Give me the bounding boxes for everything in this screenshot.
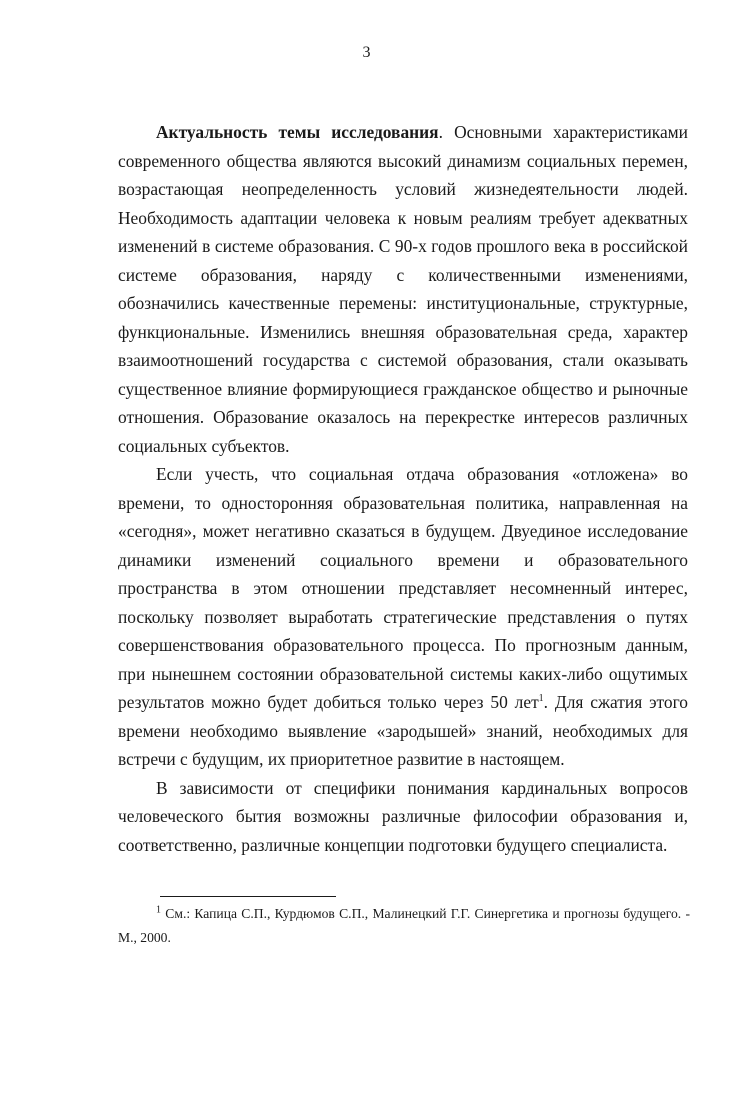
paragraph-2-text-a: Если учесть, что социальная отдача образования «отложена» во времени, то односторонняя образовательная политика, направленная на «сегодня», может негативно сказаться в будущем. Двуединое исследование динамики изменений социального времени и образовательного пространства в этом отношении представляет несомненный интерес, поскольку позволяет выработать стратегические представления о путях совершенствования образовательного процесса. По прогнозным данным, при нынешнем состоянии образовательной системы каких-либо ощутимых результатов можно будет добиться только через 50 лет xyxy=(118,464,688,712)
paragraph-3 xyxy=(118,774,688,860)
paragraph-3-text: В зависимости от специфики понимания кардинальных вопросов человеческого бытия возможны различные философии образования и, соответственно, различные концепции подготовки будущего специалиста. xyxy=(118,777,688,855)
footnote-marker: 1 xyxy=(156,904,161,916)
body-text xyxy=(118,118,688,859)
footnote-text: См.: Капица С.П., Курдюмов С.П., Малинецкий Г.Г. Синергетика и прогнозы будущего. - М., 2000. xyxy=(118,906,690,945)
footnote-reference: 1 xyxy=(538,693,544,705)
paragraph-1 xyxy=(118,118,688,460)
paragraph-2-text-b: . Для сжатия этого времени необходимо выявление «зародышей» знаний, необходимых для встречи с будущим, их приоритетное развитие в настоящем. xyxy=(118,692,688,769)
footnote-divider xyxy=(160,896,336,897)
footnote-paragraph xyxy=(118,902,690,950)
paragraph-2 xyxy=(118,460,688,774)
paragraph-1-text: . Основными характеристиками современного общества являются высокий динамизм социальных перемен, возрастающая неопределенность условий жизнедеятельности людей. Необходимость адаптации человека к новым реалиям требует адекватных изменений в системе образования. С 90-х годов прошлого века в российской системе образования, наряду с количественными изменениями, обозначились качественные перемены: институциональные, структурные, функциональные. Изменились внешняя образовательная среда, характер взаимоотношений государства с системой образования, стали оказывать существенное влияние формирующиеся гражданское общество и рыночные отношения. Образование оказалось на перекрестке интересов различных социальных субъектов. xyxy=(118,122,688,456)
footnote xyxy=(118,902,690,950)
section-heading: Актуальность темы исследования xyxy=(156,122,439,142)
page-number: 3 xyxy=(362,44,371,61)
